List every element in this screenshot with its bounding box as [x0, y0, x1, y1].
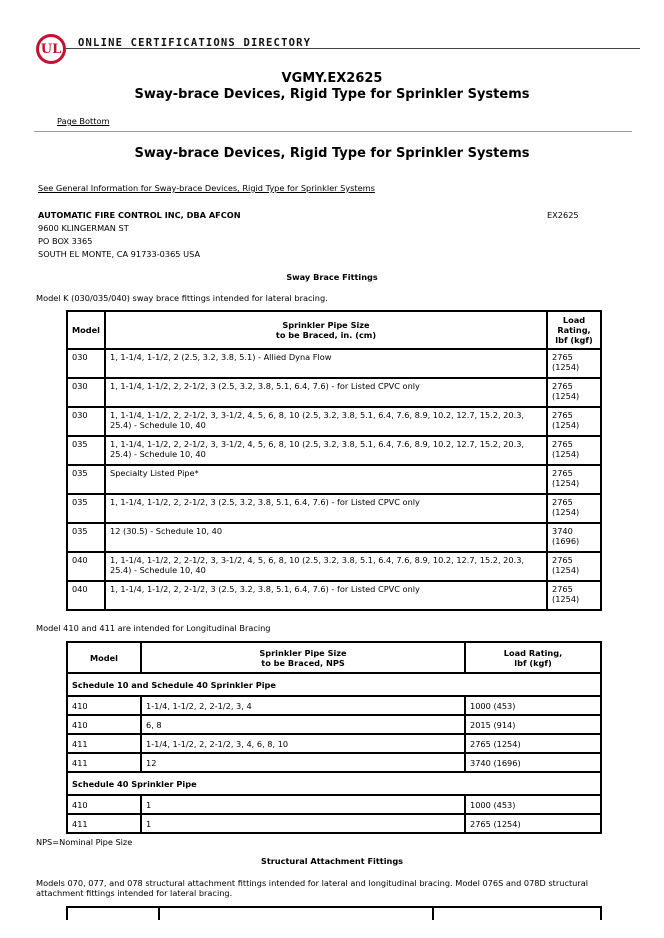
load-rating-cell: 2765 (1254) [465, 734, 601, 753]
load-kgf: (1254) [552, 391, 580, 401]
col-pipe-header-line: to be Braced, in. (cm) [275, 330, 377, 340]
col-pipe-header [105, 311, 547, 349]
col-pipe-header-line: Sprinkler Pipe Size [282, 320, 370, 330]
company-address [38, 222, 200, 261]
pipe-size-cell: 1-1/4, 1-1/2, 2, 2-1/2, 3, 4, 6, 8, 10 [141, 734, 465, 753]
table-row [67, 349, 601, 378]
col-load-header-line: lbf (kgf) [555, 335, 593, 345]
load-lbf: 2765 [552, 381, 573, 391]
table-cell [67, 907, 159, 920]
model-cell: 030 [67, 407, 105, 436]
pipe-size-cell: 1, 1-1/4, 1-1/2, 2, 2-1/2, 3 (2.5, 3.2, 3.8, 5.1, 6.4, 7.6) - for Listed CPVC only [105, 378, 547, 407]
pipe-size-cell: 1, 1-1/4, 1-1/2, 2, 2-1/2, 3, 3-1/2, 4, 5, 6, 8, 10 (2.5, 3.2, 3.8, 5.1, 6.4, 7.6, 8.9, 10.2, 12.7, 15.2, 20.3, 25.4) - Schedule 10, 40 [105, 436, 547, 465]
load-lbf: 3740 [552, 526, 573, 536]
longitudinal-intro: Model 410 and 411 are intended for Longitudinal Bracing [36, 623, 271, 633]
load-rating-cell [547, 494, 601, 523]
load-rating-cell [547, 465, 601, 494]
col-load-header [465, 642, 601, 673]
table-cell [433, 907, 601, 920]
directory-title: ONLINE CERTIFICATIONS DIRECTORY [78, 37, 312, 49]
pipe-size-cell: 6, 8 [141, 715, 465, 734]
load-lbf: 2765 [552, 352, 573, 362]
load-rating-cell [547, 523, 601, 552]
load-kgf: (1696) [552, 536, 580, 546]
col-model-header: Model [67, 311, 105, 349]
pipe-size-cell: 1, 1-1/4, 1-1/2, 2, 2-1/2, 3 (2.5, 3.2, 3.8, 5.1, 6.4, 7.6) - for Listed CPVC only [105, 494, 547, 523]
sway-fittings-intro: Model K (030/035/040) sway brace fittings intended for lateral bracing. [36, 293, 328, 303]
load-kgf: (1254) [552, 594, 580, 604]
load-lbf: 2765 [552, 497, 573, 507]
section-title: Schedule 10 and Schedule 40 Sprinkler Pipe [67, 673, 601, 696]
pipe-size-cell: 1, 1-1/4, 1-1/2, 2 (2.5, 3.2, 3.8, 5.1) - Allied Dyna Flow [105, 349, 547, 378]
model-cell: 411 [67, 734, 141, 753]
table-row [67, 795, 601, 814]
company-name: AUTOMATIC FIRE CONTROL INC, DBA AFCON [38, 210, 241, 220]
pipe-size-cell: Specialty Listed Pipe* [105, 465, 547, 494]
model-cell: 035 [67, 436, 105, 465]
col-load-header-line: Rating, [557, 325, 591, 335]
longitudinal-table [66, 641, 602, 834]
col-load-header-line: lbf (kgf) [514, 657, 552, 668]
table-row [67, 436, 601, 465]
general-info-link[interactable]: See General Information for Sway-brace Devices, Rigid Type for Sprinkler Systems [38, 183, 375, 193]
model-cell: 410 [67, 715, 141, 734]
load-lbf: 2765 [552, 468, 573, 478]
table-row [67, 465, 601, 494]
load-lbf: 2765 [552, 555, 573, 565]
col-model-header: Model [67, 642, 141, 673]
divider [34, 131, 632, 132]
model-cell: 410 [67, 795, 141, 814]
load-lbf: 2765 [552, 584, 573, 594]
load-rating-cell [547, 349, 601, 378]
structural-table [66, 906, 602, 920]
col-pipe-header [141, 642, 465, 673]
page-bottom-link[interactable]: Page Bottom [57, 116, 110, 126]
model-cell: 035 [67, 494, 105, 523]
model-cell: 411 [67, 753, 141, 772]
pipe-size-cell: 1 [141, 795, 465, 814]
section-row [67, 772, 601, 795]
address-line: PO BOX 3365 [38, 236, 93, 246]
table-row [67, 407, 601, 436]
load-kgf: (1254) [552, 362, 580, 372]
page-title: Sway-brace Devices, Rigid Type for Sprinkler Systems [134, 87, 530, 102]
model-cell: 411 [67, 814, 141, 833]
sway-fittings-heading: Sway Brace Fittings [286, 272, 378, 282]
load-rating-cell: 1000 (453) [465, 696, 601, 715]
col-pipe-header-line: to be Braced, NPS [261, 657, 345, 668]
pipe-size-cell: 1, 1-1/4, 1-1/2, 2, 2-1/2, 3 (2.5, 3.2, 3.8, 5.1, 6.4, 7.6) - for Listed CPVC only [105, 581, 547, 610]
table-row [67, 581, 601, 610]
load-rating-cell [547, 552, 601, 581]
table-row [67, 696, 601, 715]
section-row [67, 673, 601, 696]
table-row [67, 552, 601, 581]
section-title: Schedule 40 Sprinkler Pipe [67, 772, 601, 795]
file-number: EX2625 [547, 210, 579, 220]
table-row [67, 378, 601, 407]
load-kgf: (1254) [552, 449, 580, 459]
table-row [67, 814, 601, 833]
model-cell: 040 [67, 552, 105, 581]
load-rating-cell: 1000 (453) [465, 795, 601, 814]
load-rating-cell [547, 378, 601, 407]
load-kgf: (1254) [552, 420, 580, 430]
load-lbf: 2765 [552, 410, 573, 420]
model-cell: 410 [67, 696, 141, 715]
model-cell: 040 [67, 581, 105, 610]
table-row [67, 715, 601, 734]
table-row [67, 523, 601, 552]
page-code: VGMY.EX2625 [281, 71, 383, 86]
col-load-header [547, 311, 601, 349]
col-pipe-header-line: Sprinkler Pipe Size [259, 647, 347, 658]
section-title: Sway-brace Devices, Rigid Type for Sprinkler Systems [134, 146, 530, 161]
model-cell: 030 [67, 378, 105, 407]
load-rating-cell [547, 436, 601, 465]
structural-heading: Structural Attachment Fittings [260, 856, 404, 866]
load-rating-cell: 2015 (914) [465, 715, 601, 734]
pipe-size-cell: 1, 1-1/4, 1-1/2, 2, 2-1/2, 3, 3-1/2, 4, 5, 6, 8, 10 (2.5, 3.2, 3.8, 5.1, 6.4, 7.6, 8.9, 10.2, 12.7, 15.2, 20.3, 25.4) - Schedule 10, 40 [105, 552, 547, 581]
pipe-size-cell: 12 (30.5) - Schedule 10, 40 [105, 523, 547, 552]
load-rating-cell: 3740 (1696) [465, 753, 601, 772]
col-load-header-line: Load Rating, [503, 647, 563, 658]
load-kgf: (1254) [552, 478, 580, 488]
load-kgf: (1254) [552, 507, 580, 517]
load-lbf: 2765 [552, 439, 573, 449]
table-row [67, 753, 601, 772]
load-rating-cell [547, 581, 601, 610]
load-kgf: (1254) [552, 565, 580, 575]
pipe-size-cell: 12 [141, 753, 465, 772]
address-line: 9600 KLINGERMAN ST [38, 223, 129, 233]
load-rating-cell: 2765 (1254) [465, 814, 601, 833]
model-cell: 030 [67, 349, 105, 378]
model-cell: 035 [67, 465, 105, 494]
model-cell: 035 [67, 523, 105, 552]
pipe-size-cell: 1-1/4, 1-1/2, 2, 2-1/2, 3, 4 [141, 696, 465, 715]
col-load-header-line: Load [562, 315, 586, 325]
table-row [67, 734, 601, 753]
table-row [67, 494, 601, 523]
nps-note: NPS=Nominal Pipe Size [36, 837, 133, 847]
load-rating-cell [547, 407, 601, 436]
sway-fittings-table [66, 310, 602, 611]
ul-header [36, 34, 640, 70]
pipe-size-cell: 1 [141, 814, 465, 833]
table-cell [159, 907, 433, 920]
address-line: SOUTH EL MONTE, CA 91733-0365 USA [38, 249, 201, 259]
structural-intro: Models 070, 077, and 078 structural attachment fittings intended for lateral and longitudinal bracing. Model 076S and 078D structural attachment fittings intended for lateral bracing. [36, 878, 589, 898]
pipe-size-cell: 1, 1-1/4, 1-1/2, 2, 2-1/2, 3, 3-1/2, 4, 5, 6, 8, 10 (2.5, 3.2, 3.8, 5.1, 6.4, 7.6, 8.9, 10.2, 12.7, 15.2, 20.3, 25.4) - Schedule 10, 40 [105, 407, 547, 436]
ul-logo[interactable]: UL [36, 34, 66, 64]
